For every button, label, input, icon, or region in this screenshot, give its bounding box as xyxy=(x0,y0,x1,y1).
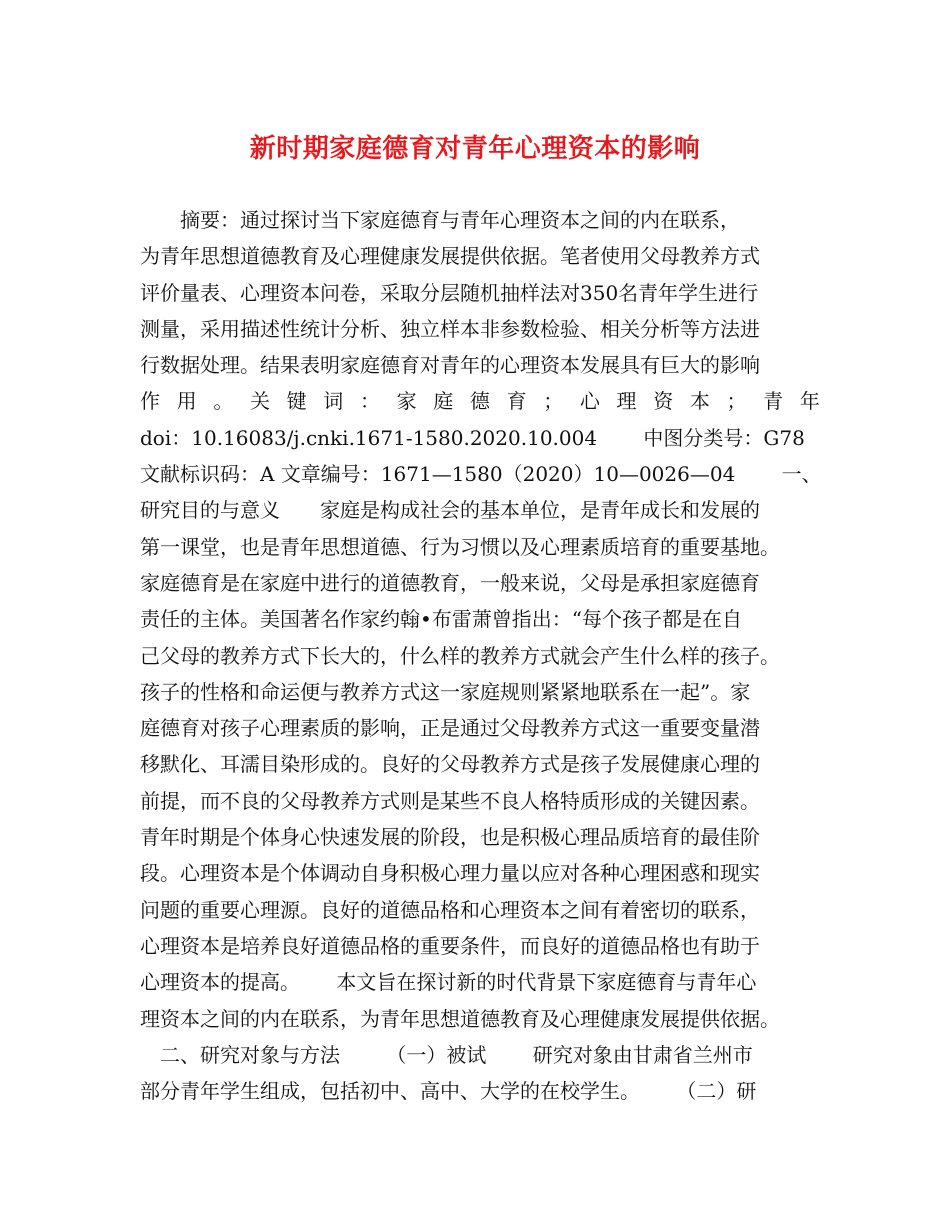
text-line xyxy=(140,383,820,419)
keyword-char: ； xyxy=(726,389,747,414)
text-line: 心理资本是培养良好道德品格的重要条件，而良好的道德品格也有助于 xyxy=(140,933,760,958)
text-line: 理资本之间的内在联系，为青年思想道德教育及心理健康发展提供依据。 xyxy=(140,1006,780,1031)
keyword-char: 关 xyxy=(249,389,270,414)
text-line: 第一课堂，也是青年思想道德、行为习惯以及心理素质培育的重要基地。 xyxy=(140,534,780,559)
keyword-char: 本 xyxy=(689,389,710,414)
document-title: 新时期家庭德育对青年心理资本的影响 xyxy=(249,134,701,164)
text-line: 庭德育对孩子心理素质的影响，正是通过父母教养方式这一重要变量潜 xyxy=(140,716,760,741)
text-line: 孩子的性格和命运便与教养方式这一家庭规则紧紧地联系在一起”。家 xyxy=(140,679,751,704)
text-line: 家庭德育是在家庭中进行的道德教育，一般来说，父母是承担家庭德育 xyxy=(140,570,760,595)
keyword-char: 词 xyxy=(323,389,344,414)
text-line: 责任的主体。美国著名作家约翰•布雷萧曾指出：“每个孩子都是在自 xyxy=(140,607,743,632)
keyword-char: 资 xyxy=(653,389,674,414)
keyword-char: 用 xyxy=(176,389,197,414)
keyword-char: 心 xyxy=(579,389,600,414)
keyword-char: 庭 xyxy=(433,389,454,414)
text-line: 二、研究对象与方法 （一）被试 研究对象由甘肃省兰州市 xyxy=(140,1042,753,1067)
text-line: 问题的重要心理源。良好的道德品格和心理资本之间有着密切的联系， xyxy=(140,897,760,922)
keyword-char: 青 xyxy=(763,389,784,414)
text-line: 为青年思想道德教育及心理健康发展提供依据。笔者使用父母教养方式 xyxy=(140,244,760,269)
text-line: 摘要：通过探讨当下家庭德育与青年心理资本之间的内在联系， xyxy=(140,208,740,232)
text-line: doi：10.16083/j.cnki.1671-1580.2020.10.004 中图分类号：G78 xyxy=(140,425,805,450)
text-line: 评价量表、心理资本问卷，采取分层随机抽样法对350名青年学生进行 xyxy=(140,280,759,305)
keyword-char: 。 xyxy=(213,389,234,414)
keyword-char: 年 xyxy=(799,389,820,414)
text-line: 青年时期是个体身心快速发展的阶段，也是积极心理品质培育的最佳阶 xyxy=(140,825,760,850)
keyword-char: ： xyxy=(359,389,380,414)
text-line: 研究目的与意义 家庭是构成社会的基本单位，是青年成长和发展的 xyxy=(140,498,760,523)
text-line: 前提，而不良的父母教养方式则是某些不良人格特质形成的关键因素。 xyxy=(140,788,760,813)
text-line: 移默化、耳濡目染形成的。良好的父母教养方式是孩子发展健康心理的 xyxy=(140,752,760,777)
document-body xyxy=(140,202,820,1109)
keyword-char: 家 xyxy=(396,389,417,414)
keyword-char: ； xyxy=(543,389,564,414)
keyword-char: 理 xyxy=(616,389,637,414)
keyword-char: 育 xyxy=(506,389,527,414)
text-line: 段。心理资本是个体调动自身积极心理力量以应对各种心理困惑和现实 xyxy=(140,861,760,886)
text-line: 文献标识码：A 文章编号：1671—1580（2020）10—0026—04 一、 xyxy=(140,462,822,487)
text-line: 部分青年学生组成，包括初中、高中、大学的在校学生。 （二）研 xyxy=(140,1079,757,1104)
keyword-char: 德 xyxy=(469,389,490,414)
keyword-char: 键 xyxy=(286,389,307,414)
text-line: 心理资本的提高。 本文旨在探讨新的时代背景下家庭德育与青年心 xyxy=(140,970,757,995)
text-line: 己父母的教养方式下长大的，什么样的教养方式就会产生什么样的孩子。 xyxy=(140,643,780,668)
keyword-char: 作 xyxy=(140,389,160,414)
text-line: 测量，采用描述性统计分析、独立样本非参数检验、相关分析等方法进 xyxy=(140,316,760,341)
text-line: 行数据处理。结果表明家庭德育对青年的心理资本发展具有巨大的影响 xyxy=(140,353,760,378)
